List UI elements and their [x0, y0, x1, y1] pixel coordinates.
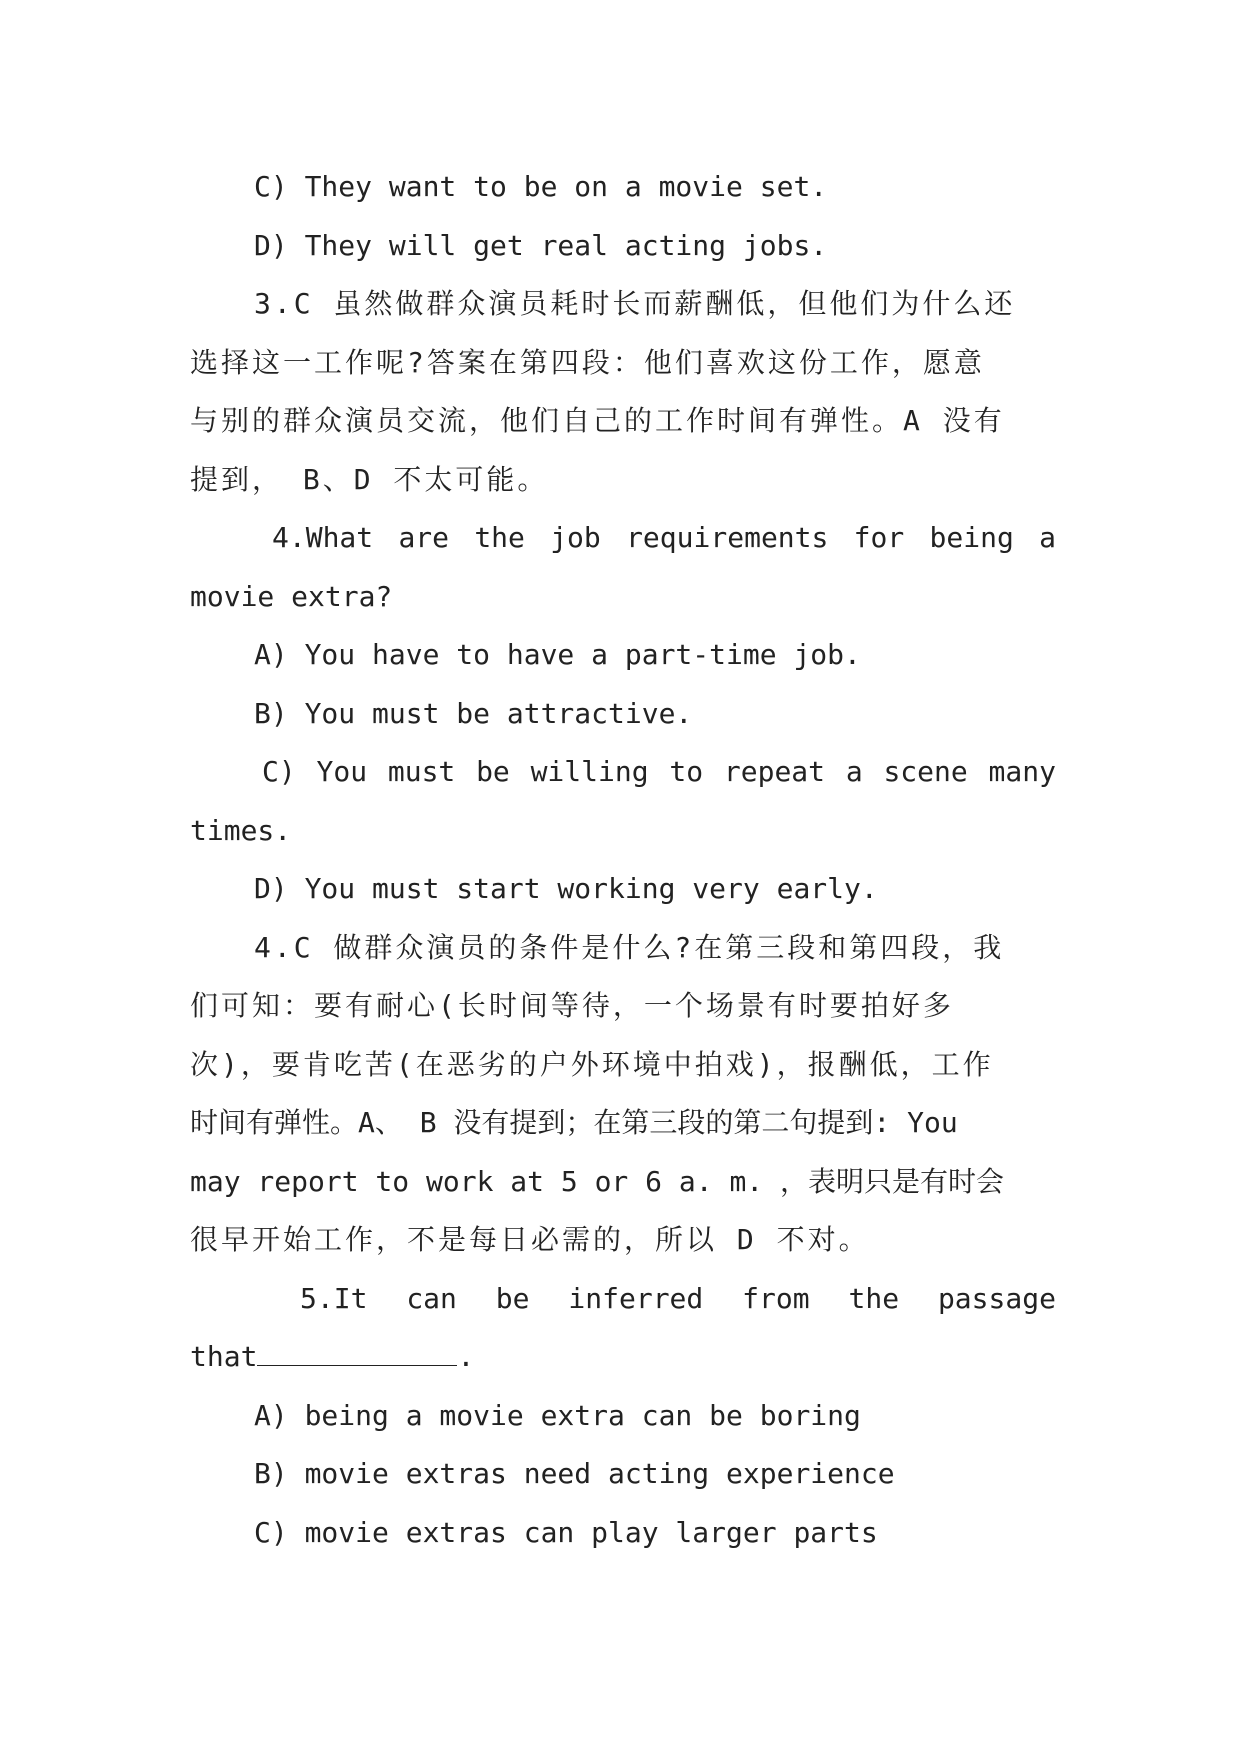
question-5-option-c: C) movie extras can play larger parts [254, 1515, 878, 1549]
option-c-word: to [669, 755, 704, 788]
question-5-word: from [742, 1281, 810, 1315]
question-5-period: . [457, 1340, 475, 1373]
question-5-word: the [848, 1281, 900, 1315]
question-4-option-b: B) You must be attractive. [254, 696, 693, 730]
question-2-option-c: C) They want to be on a movie set. [254, 170, 828, 203]
question-5-word: can [406, 1281, 457, 1315]
option-c-word: C) [262, 755, 296, 788]
answer-3-line-1: 3.C 虽然做群众演员耗时长而薪酬低，但他们为什么还 [254, 287, 1016, 320]
answer-3-line-3: 与别的群众演员交流，他们自己的工作时间有弹性。A 没有 [190, 404, 1005, 437]
question-4-option-a: A) You have to have a part-time job. [254, 638, 861, 671]
answer-4-line-4: 时间有弹性。A、 B 没有提到；在第三段的第二句提到: You [190, 1106, 958, 1139]
question-4-word: 4.What [272, 521, 374, 554]
option-c-word: a [845, 755, 863, 788]
question-5-word: be [495, 1281, 530, 1315]
option-c-word: willing [530, 755, 649, 788]
document-body [190, 158, 1056, 1562]
question-4-option-c-line-2: times. [190, 813, 292, 847]
option-c-word: be [476, 755, 510, 788]
option-c-word: scene [883, 755, 968, 788]
question-4-word: the [474, 521, 525, 554]
question-5-option-a: A) being a movie extra can be boring [254, 1398, 861, 1432]
answer-3-line-4: 提到， B、D 不太可能。 [190, 462, 549, 496]
question-4-word: are [398, 521, 450, 554]
answer-4-line-1: 4.C 做群众演员的条件是什么?在第三段和第四段，我 [254, 930, 1005, 964]
question-4-word: being [929, 521, 1014, 554]
question-4-option-c-line-1 [190, 743, 1056, 802]
question-5-word: passage [937, 1281, 1056, 1315]
answer-4-line-2: 们可知：要有耐心(长时间等待，一个场景有时要拍好多 [190, 989, 954, 1022]
question-4-word: for [853, 521, 905, 554]
answer-3-line-2: 选择这一工作呢?答案在第四段：他们喜欢这份工作，愿意 [190, 345, 985, 379]
question-4-option-d: D) You must start working very early. [254, 872, 878, 905]
option-c-word: You [316, 755, 368, 788]
question-5-word: 5.It [300, 1281, 368, 1315]
question-5-option-b: B) movie extras need acting experience [254, 1457, 895, 1490]
answer-4-line-3: 次)，要肯吃苦(在恶劣的户外环境中拍戏)，报酬低，工作 [190, 1047, 994, 1081]
question-5-line-2 [190, 1328, 1056, 1387]
question-5-word: inferred [568, 1281, 704, 1315]
question-4-word: job [550, 521, 601, 554]
answer-4-line-5: may report to work at 5 or 6 a. m. ，表明只是有时会 [190, 1164, 1005, 1198]
option-c-word: repeat [723, 755, 826, 788]
question-4-word: a [1039, 521, 1056, 554]
question-2-option-d: D) They will get real acting jobs. [254, 228, 828, 262]
option-c-word: must [387, 755, 456, 788]
question-4-line-2: movie extra? [190, 579, 393, 613]
question-5-that: that [190, 1340, 258, 1373]
question-4-word: requirements [626, 521, 829, 554]
option-c-word: many [988, 755, 1056, 788]
answer-4-line-6: 很早开始工作，不是每日必需的，所以 D 不对。 [190, 1223, 870, 1256]
answer-blank [257, 1339, 457, 1366]
question-4-line-1 [190, 509, 1056, 568]
question-5-line-1 [190, 1270, 1056, 1329]
